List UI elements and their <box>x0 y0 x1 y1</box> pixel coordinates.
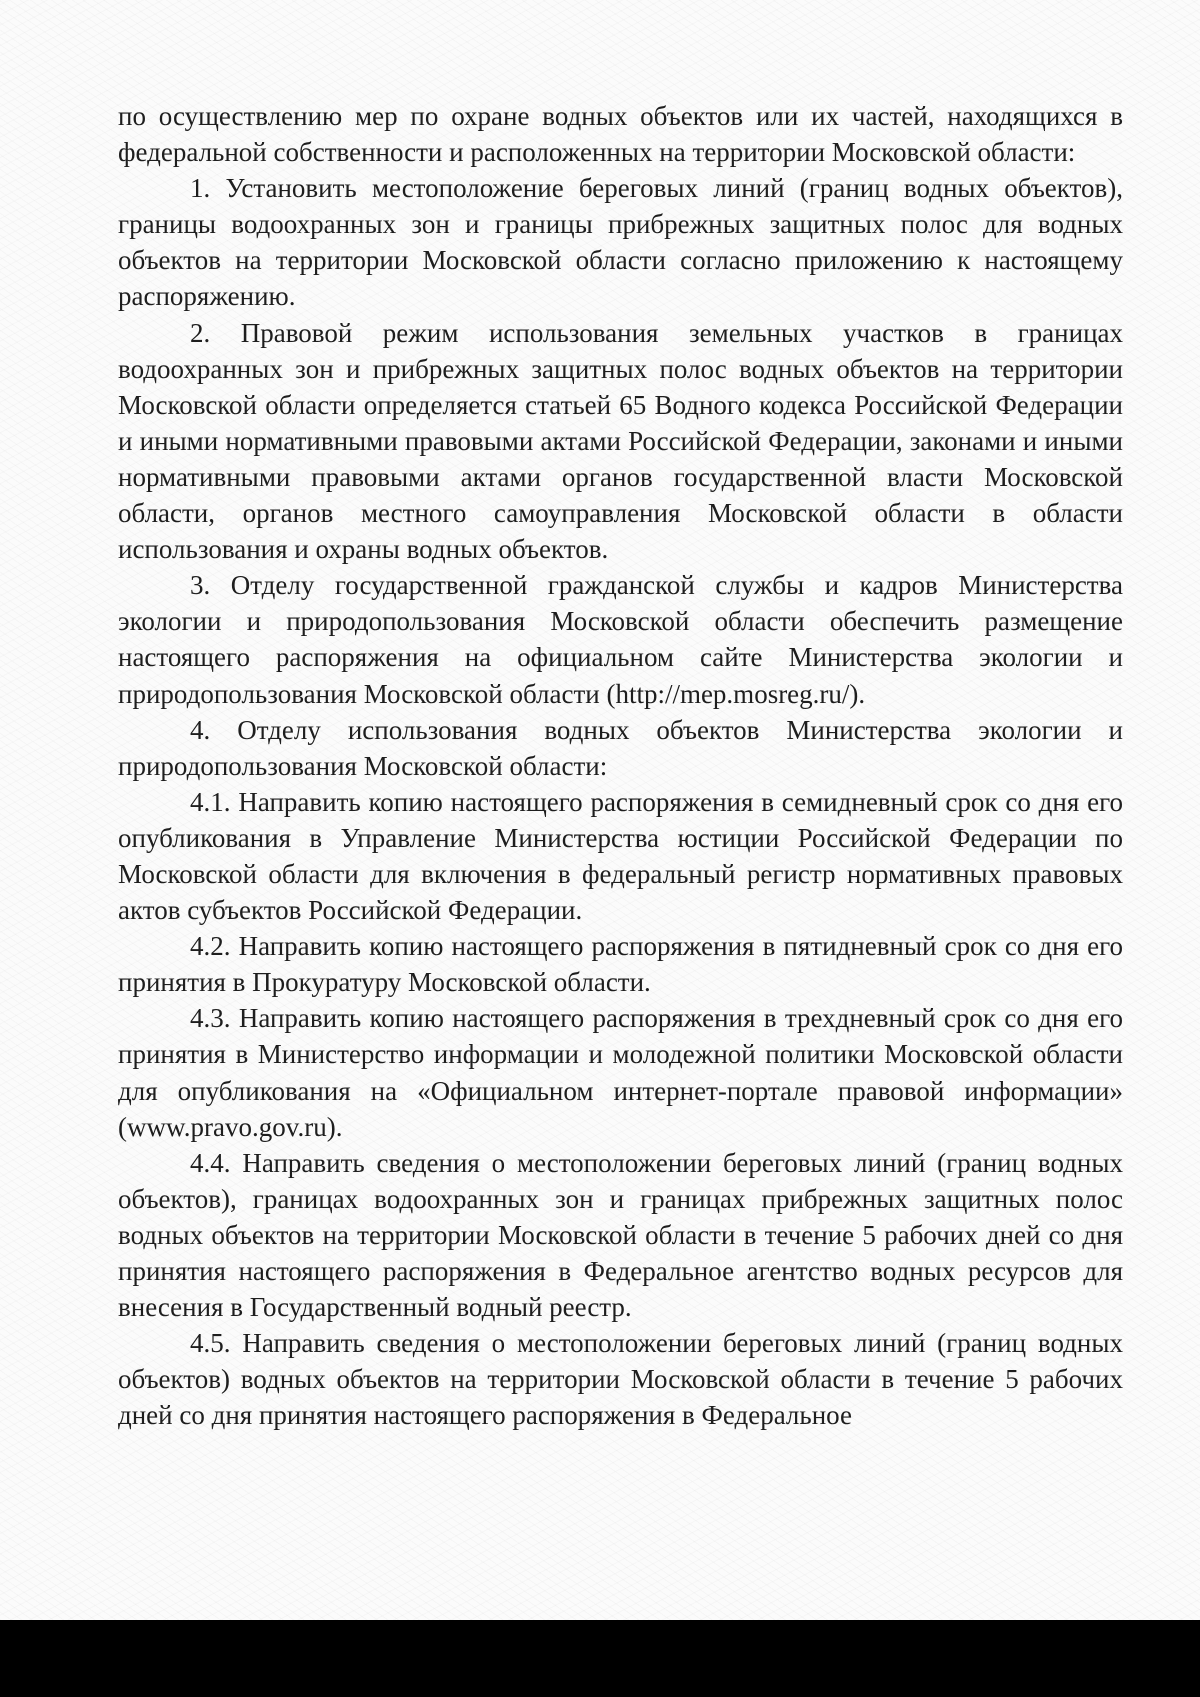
paragraph-item-2: 2. Правовой режим использования земельных участков в границах водоохранных зон и прибрежных защитных полос водных объектов на территории Московской области определяется статьей 65 Водного кодекса Российской Федерации и иными нормативными правовыми актами Российской Федерации, законами и иными нормативными правовыми актами органов государственной власти Московской области, органов местного самоуправления Московской области в области использования и охраны водных объектов. <box>118 317 1123 565</box>
scan-bottom-border <box>0 1620 1200 1697</box>
paragraph-item-4-4: 4.4. Направить сведения о местоположении береговых линий (границ водных объектов), границах водоохранных зон и границах прибрежных защитных полос водных объектов на территории Московской области в течение 5 рабочих дней со дня принятия настоящего распоряжения в Федеральное агентство водных ресурсов для внесения в Государственный водный реестр. <box>118 1147 1123 1323</box>
document-body <box>118 98 1123 1433</box>
paragraph-item-4-1: 4.1. Направить копию настоящего распоряжения в семидневный срок со дня его опубликования в Управление Министерства юстиции Российской Федерации по Московской области для включения в федеральный регистр нормативных правовых актов субъектов Российской Федерации. <box>118 786 1123 926</box>
paragraph-item-4-3: 4.3. Направить копию настоящего распоряжения в трехдневный срок со дня его принятия в Министерство информации и молодежной политики Московской области для опубликования на «Официальном интернет-портале правовой информации» (www.pravo.gov.ru). <box>118 1003 1123 1142</box>
paragraph-continuation: по осуществлению мер по охране водных объектов или их частей, находящихся в федеральной собственности и расположенных на территории Московской области: <box>118 101 1123 168</box>
paragraph-item-3: 3. Отделу государственной гражданской службы и кадров Министерства экологии и природопользования Московской области обеспечить размещение настоящего распоряжения на официальном сайте Министерства экологии и природопользования Московской области (http://mep.mosreg.ru/). <box>118 570 1123 709</box>
paragraph-item-4-2: 4.2. Направить копию настоящего распоряжения в пятидневный срок со дня его принятия в Прокуратуру Московской области. <box>118 931 1123 998</box>
paragraph-item-4-5: 4.5. Направить сведения о местоположении береговых линий (границ водных объектов) водных объектов на территории Московской области в течение 5 рабочих дней со дня принятия настоящего распоряжения в Федеральное <box>118 1328 1123 1431</box>
paragraph-item-4: 4. Отделу использования водных объектов Министерства экологии и природопользования Московской области: <box>118 714 1123 781</box>
paragraph-item-1: 1. Установить местоположение береговых линий (границ водных объектов), границы водоохранных зон и границы прибрежных защитных полос для водных объектов на территории Московской области согласно приложению к настоящему распоряжению. <box>118 173 1123 312</box>
